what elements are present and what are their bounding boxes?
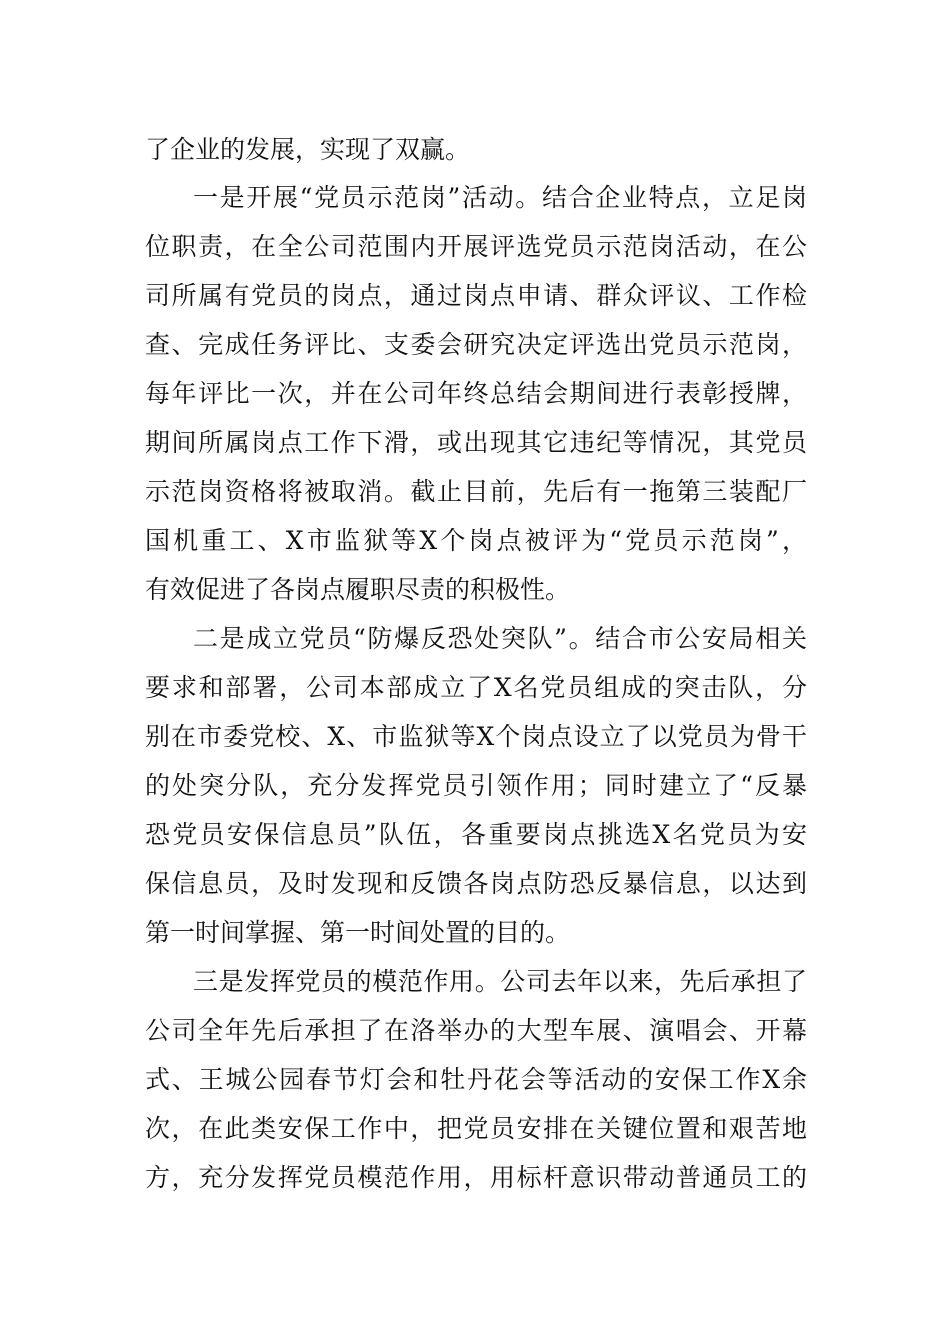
- text-line: 的处突分队，充分发挥党员引领作用；同时建立了“反暴: [145, 771, 807, 800]
- text-line: 每年评比一次，并在公司年终总结会期间进行表彰授牌，: [145, 379, 807, 408]
- text-line: 第一时间掌握、第一时间处置的目的。: [145, 918, 571, 947]
- text-line: 一是开展“党员示范岗”活动。结合企业特点，立足岗: [193, 183, 807, 212]
- text-line: 要求和部署，公司本部成立了X名党员组成的突击队，分: [145, 673, 807, 702]
- text-line: 示范岗资格将被取消。截止目前，先后有一拖第三装配厂: [145, 477, 807, 506]
- text-line: 次，在此类安保工作中，把党员安排在关键位置和艰苦地: [145, 1114, 807, 1143]
- text-line: 位职责，在全公司范围内开展评选党员示范岗活动，在公: [145, 232, 807, 261]
- text-line: 公司全年先后承担了在洛举办的大型车展、演唱会、开幕: [145, 1016, 807, 1045]
- text-line: 国机重工、X市监狱等X个岗点被评为“党员示范岗”，: [145, 526, 807, 555]
- text-line: 恐党员安保信息员”队伍，各重要岗点挑选X名党员为安: [145, 820, 807, 849]
- text-line: 保信息员，及时发现和反馈各岗点防恐反暴信息，以达到: [145, 869, 807, 898]
- text-line: 式、王城公园春节灯会和牡丹花会等活动的安保工作X余: [145, 1065, 807, 1094]
- text-line: 二是成立党员“防爆反恐处突队”。结合市公安局相关: [193, 624, 807, 653]
- text-line: 司所属有党员的岗点，通过岗点申请、群众评议、工作检: [145, 281, 807, 310]
- text-line: 了企业的发展，实现了双赢。: [145, 135, 471, 164]
- text-line: 期间所属岗点工作下滑，或出现其它违纪等情况，其党员: [145, 428, 807, 457]
- text-line: 别在市委党校、X、市监狱等X个岗点设立了以党员为骨干: [145, 722, 807, 751]
- text-line: 三是发挥党员的模范作用。公司去年以来，先后承担了: [193, 967, 807, 996]
- text-line: 查、完成任务评比、支委会研究决定评选出党员示范岗，: [145, 330, 807, 359]
- text-line: 有效促进了各岗点履职尽责的积极性。: [145, 575, 571, 604]
- text-line: 方，充分发挥党员模范作用，用标杆意识带动普通员工的: [145, 1163, 807, 1192]
